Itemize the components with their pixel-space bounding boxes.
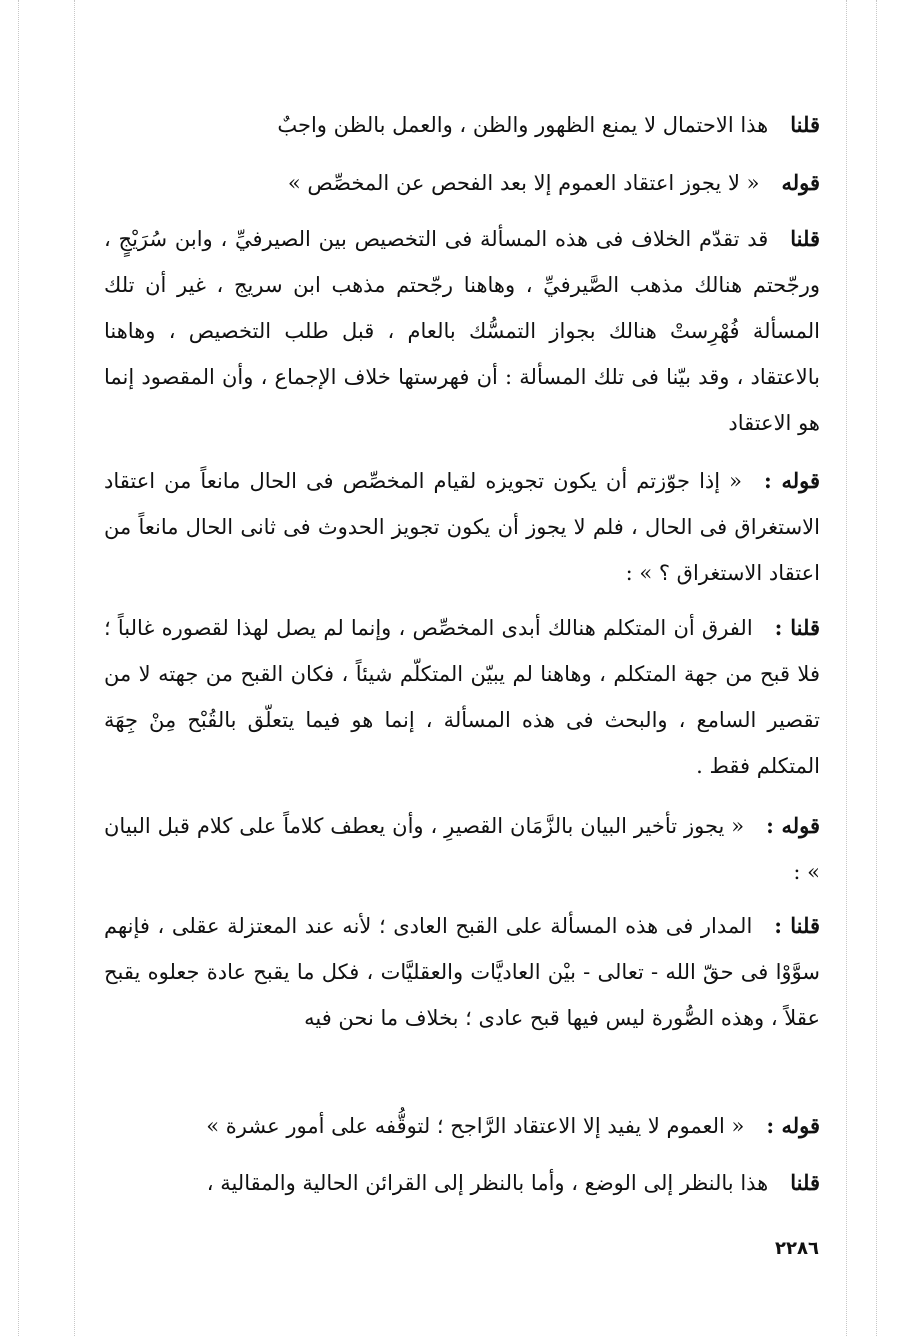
paragraph-text: قد تقدّم الخلاف فى هذه المسألة فى التخصيص بين الصيرفيِّ ، وابن سُرَيْجٍ ، ورجّحتم هنالك مذهب الصَّيرفيِّ ، وهاهنا رجّحتم مذهب ابن سريج ، غير أن تلك المسألة فُهْرِستْ هنالك بجواز التمسُّك بالعام ، قبل طلب التخصيص ، وهاهنا بالاعتقاد ، وقد بيّنا فى تلك المسألة : أن فهرستها خلاف الإجماع ، وأن المقصود إنما هو الاعتقاد [104, 227, 820, 435]
paragraph-text: « لا يجوز اعتقاد العموم إلا بعد الفحص عن المخصِّص » [287, 171, 760, 195]
paragraph-keyword: قلنا [790, 1170, 820, 1195]
paragraph-text: « يجوز تأخير البيان بالزَّمَان القصيرِ ، وأن يعطف كلاماً على كلام قبل البيان » : [104, 814, 820, 884]
paragraph-4 [104, 458, 820, 596]
paragraph-text: « العموم لا يفيد إلا الاعتقاد الرَّاجح ؛ لتوقُّفه على أمور عشرة » [206, 1114, 745, 1138]
paragraph-keyword: قوله : [766, 1113, 820, 1138]
paragraph-keyword: قوله : [764, 468, 821, 493]
scan-margin-line [876, 0, 877, 1336]
paragraph-5 [104, 605, 820, 789]
paragraph-keyword: قلنا : [774, 615, 820, 640]
paragraph-keyword: قلنا : [774, 913, 820, 938]
paragraph-keyword: قوله [781, 170, 820, 195]
paragraph-6 [104, 803, 820, 895]
scan-margin-line [846, 0, 847, 1336]
paragraph-text: الفرق أن المتكلم هنالك أبدى المخصِّص ، وإنما لم يصل لهذا لقصوره غالباً ؛ فلا قبح من جهة المتكلم ، وهاهنا لم يبيّن المتكلّم شيئاً ، فكان القبح من جهته لا من تقصير السامع ، والبحث فى هذه المسألة ، إنما هو فيما يتعلّق بالقُبْح مِنْ جِهَة المتكلم فقط . [104, 616, 820, 778]
page-number: ٢٢٨٦ [775, 1238, 819, 1259]
paragraph-text: هذا بالنظر إلى الوضع ، وأما بالنظر إلى القرائن الحالية والمقالية ، [206, 1171, 769, 1195]
paragraph-text: هذا الاحتمال لا يمنع الظهور والظن ، والعمل بالظن واجبٌ [277, 113, 769, 137]
paragraph-keyword: قوله : [766, 813, 821, 838]
scan-margin-line [18, 0, 19, 1336]
paragraph-text: المدار فى هذه المسألة على القبح العادى ؛ لأنه عند المعتزلة عقلى ، فإنهم سوَّوْا فى حقّ الله - تعالى - بيْن العاديَّات والعقليَّات ، فكل ما يقبح عادة جعلوه يقبح عقلاً ، وهذه الصُّورة ليس فيها قبح عادى ؛ بخلاف ما نحن فيه [104, 914, 820, 1030]
paragraph-1 [104, 102, 820, 148]
paragraph-text: « إذا جوّزتم أن يكون تجويزه لقيام المخصِّص فى الحال مانعاً من اعتقاد الاستغراق فى الحال ، فلم لا يجوز أن يكون تجويز الحدوث فى ثانى الحال مانعاً من اعتقاد الاستغراق ؟ » : [104, 469, 820, 585]
paragraph-7 [104, 903, 820, 1041]
paragraph-9 [104, 1160, 820, 1206]
paragraph-8 [104, 1103, 820, 1149]
paragraph-2 [104, 160, 820, 206]
scan-margin-line [74, 0, 75, 1336]
paragraph-keyword: قلنا [790, 226, 820, 251]
paragraph-3 [104, 216, 820, 446]
paragraph-keyword: قلنا [790, 112, 820, 137]
